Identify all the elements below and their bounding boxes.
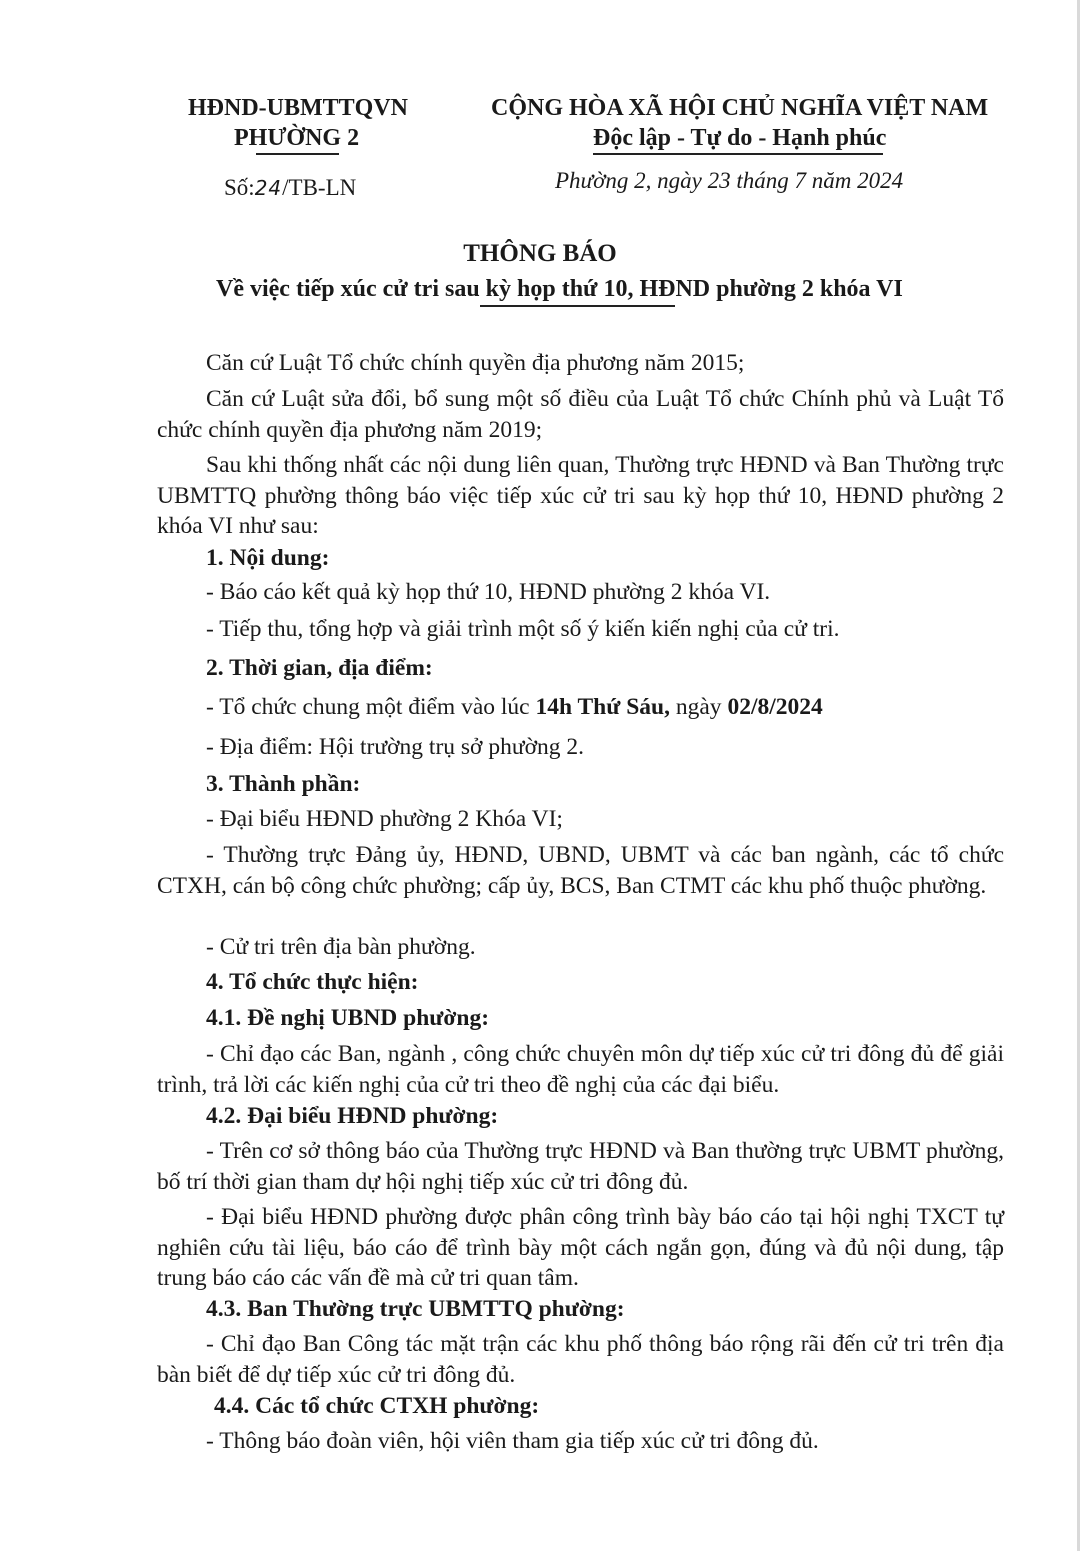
- section-4-1-heading: 4.1. Đề nghị UBND phường:: [206, 1005, 490, 1031]
- date-text-bold: 02/8/2024: [727, 694, 823, 720]
- org-underline: [256, 153, 339, 155]
- section-2-item-2: - Địa điểm: Hội trường trụ sở phường 2.: [206, 734, 585, 760]
- national-motto: Độc lập - Tự do - Hạnh phúc: [593, 125, 887, 151]
- section-4-2-item-1: - Trên cơ sở thông báo của Thường trực HĐND và Ban thường trực UBMT phường, bố trí thời gian tham dự hội nghị tiếp xúc cử tri đông đủ.: [157, 1138, 1004, 1195]
- section-4-heading: 4. Tổ chức thực hiện:: [206, 969, 419, 995]
- section-3-heading: 3. Thành phần:: [206, 771, 361, 797]
- subtitle-underline: [480, 305, 675, 307]
- section-4-1-item-1: - Chỉ đạo các Ban, ngành , công chức chuyên môn dự tiếp xúc cử tri đông đủ để giải trình, trả lời các kiến nghị của cử tri theo đề nghị của các đại biểu.: [157, 1041, 1004, 1098]
- document-title: THÔNG BÁO: [463, 240, 617, 267]
- section-1-heading: 1. Nội dung:: [206, 545, 330, 571]
- intro-paragraph: Sau khi thống nhất các nội dung liên quan, Thường trực HĐND và Ban Thường trực UBMTTQ phường thông báo việc tiếp xúc cử tri sau kỳ họp thứ 10, HĐND phường 2 khóa VI như sau:: [157, 452, 1004, 539]
- motto-underline: [593, 153, 883, 155]
- section-3-item-2: - Thường trực Đảng ủy, HĐND, UBND, UBMT và các ban ngành, các tổ chức CTXH, cán bộ công chức phường; cấp ủy, BCS, Ban CTMT các khu phố thuộc phường.: [157, 842, 1004, 899]
- section-4-4-item-1: - Thông báo đoàn viên, hội viên tham gia tiếp xúc cử tri đông đủ.: [206, 1428, 819, 1454]
- section-4-4-heading: 4.4. Các tổ chức CTXH phường:: [214, 1393, 540, 1419]
- section-1-item-2: - Tiếp thu, tổng hợp và giải trình một số ý kiến kiến nghị của cử tri.: [206, 616, 840, 642]
- section-3-item-1: - Đại biểu HĐND phường 2 Khóa VI;: [206, 806, 563, 832]
- section-3-item-3: - Cử tri trên địa bàn phường.: [206, 934, 476, 960]
- document-number: [224, 175, 356, 201]
- section-4-3-heading: 4.3. Ban Thường trực UBMTTQ phường:: [206, 1296, 625, 1322]
- org-name-line1: HĐND-UBMTTQVN: [188, 95, 408, 121]
- org-name-line2: PHƯỜNG 2: [234, 125, 360, 151]
- section-2-item-1: [206, 694, 823, 721]
- number-handwritten: 24: [254, 176, 283, 200]
- time-text-bold: 14h Thứ Sáu,: [535, 694, 670, 720]
- section-4-2-heading: 4.2. Đại biểu HĐND phường:: [206, 1103, 499, 1129]
- time-text-c: ngày: [670, 694, 728, 720]
- number-suffix: /TB-LN: [282, 175, 357, 200]
- section-2-heading: 2. Thời gian, địa điểm:: [206, 655, 433, 681]
- document-subtitle: Về việc tiếp xúc cử tri sau kỳ họp thứ 10, HĐND phường 2 khóa VI: [216, 276, 903, 302]
- section-4-2-item-2: - Đại biểu HĐND phường được phân công trình bày báo cáo tại hội nghị TXCT tự nghiên cứu tài liệu, báo cáo để trình bày một cách ngắn gọn, đúng và đủ nội dung, tập trung báo cáo các vấn đề mà cử tri quan tâm.: [157, 1204, 1004, 1291]
- country-name: CỘNG HÒA XÃ HỘI CHỦ NGHĨA VIỆT NAM: [491, 95, 989, 121]
- legal-basis-2: Căn cứ Luật sửa đổi, bổ sung một số điều của Luật Tổ chức Chính phủ và Luật Tổ chức chính quyền địa phương năm 2019;: [157, 386, 1004, 443]
- legal-basis-1: Căn cứ Luật Tổ chức chính quyền địa phương năm 2015;: [206, 350, 745, 376]
- time-text-a: - Tổ chức chung một điểm vào lúc: [206, 694, 536, 720]
- section-1-item-1: - Báo cáo kết quả kỳ họp thứ 10, HĐND phường 2 khóa VI.: [206, 579, 771, 605]
- number-prefix: Số:: [224, 175, 255, 200]
- section-4-3-item-1: - Chỉ đạo Ban Công tác mặt trận các khu phố thông báo rộng rãi đến cử tri trên địa bàn biết để dự tiếp xúc cử tri đông đủ.: [157, 1331, 1004, 1388]
- place-and-date: Phường 2, ngày 23 tháng 7 năm 2024: [555, 168, 904, 193]
